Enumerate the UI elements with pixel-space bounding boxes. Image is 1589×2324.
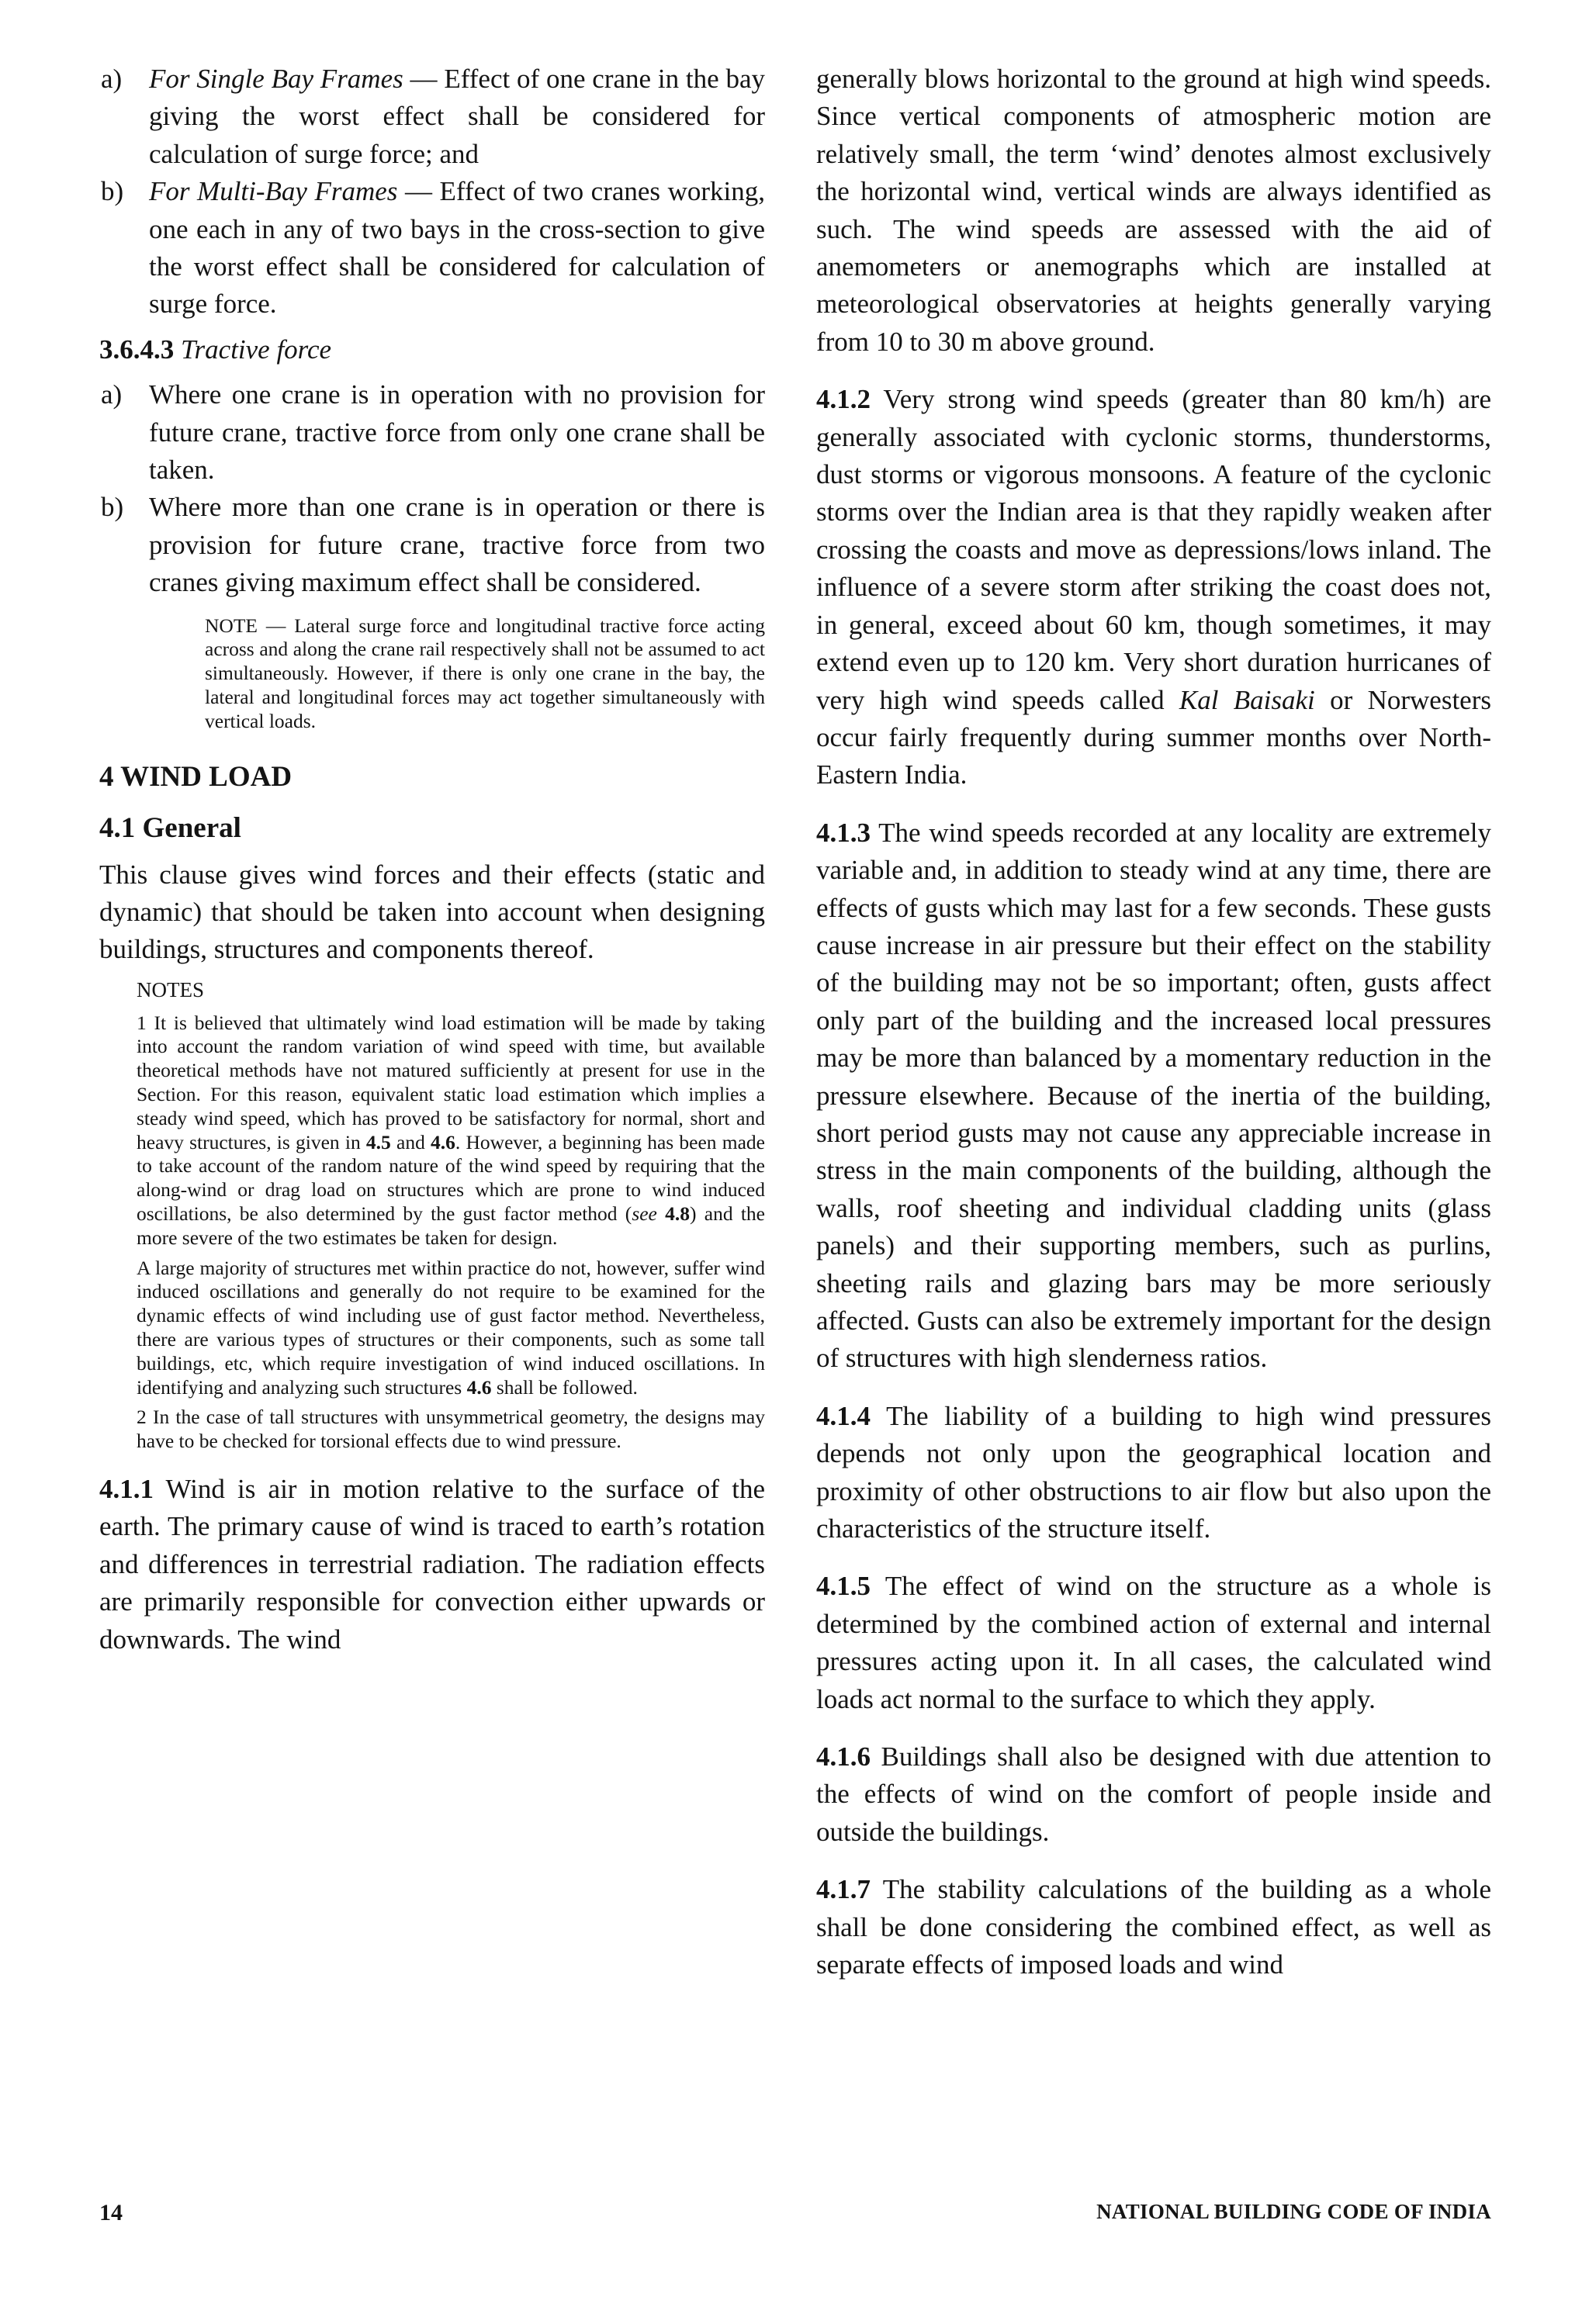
item-title: For Single Bay Frames xyxy=(149,64,403,94)
right-column xyxy=(816,61,1491,1984)
item-title: For Multi-Bay Frames xyxy=(149,176,398,207)
clause-4-1-1: 4.1.1 Wind is air in motion relative to the surface of the earth. The primary cause of wind is traced to earth’s rotation and differences in terrestrial radiation. The radiation effects are primarily responsible for convection either upwards or downwards. The wind xyxy=(99,1474,765,1655)
list-label: a) xyxy=(101,64,123,94)
clause-4-1-1-continued: generally blows horizontal to the ground at high wind speeds. Since vertical components of atmospheric motion are relatively small, the term ‘wind’ denotes almost exclusively the horizontal wind, vertical winds are always identified as such. The wind speeds are assessed with the aid of anemometers or anemographs which are installed at meteorological observatories at heights generally varying from 10 to 30 m above ground. xyxy=(816,64,1491,357)
section-heading-general: 4.1 General xyxy=(99,811,241,844)
list-item: b) For Multi-Bay Frames — Effect of two cranes working, one each in any of two bays in the cross-section to give the worst effect shall be considered for calculation of surge force. xyxy=(99,173,765,323)
notes-block xyxy=(137,978,765,1454)
list-item: a) For Single Bay Frames — Effect of one crane in the bay giving the worst effect shall be considered for calculation of surge force; and xyxy=(99,61,765,173)
clause-4-1-5: 4.1.5 The effect of wind on the structure as a whole is determined by the combined action of external and internal pressures acting upon it. In all cases, the calculated wind loads act normal to the surface to which they apply. xyxy=(816,1571,1491,1714)
note-1: 1 It is believed that ultimately wind load estimation will be made by taking into account the random variation of wind speed with time, but available theoretical methods have not matured sufficiently at present for use in the Section. For this reason, equivalent static load estimation which implies a steady wind speed, which has proved to be satisfactory for normal, short and heavy structures, is given in 4.5 and 4.6. However, a beginning has been made to take account of the random nature of the wind speed by requiring that the along-wind or drag load on structures which are prone to wind induced oscillations, be also determined by the gust factor method (see 4.8) and the more severe of the two estimates be taken for design. xyxy=(137,1011,765,1249)
clause-4-1-6: 4.1.6 Buildings shall also be designed with due attention to the effects of wind on the comfort of people inside and outside the buildings. xyxy=(816,1741,1491,1847)
left-column xyxy=(99,61,765,1658)
running-title: NATIONAL BUILDING CODE OF INDIA xyxy=(1096,2200,1491,2223)
page-number: 14 xyxy=(99,2200,123,2225)
clause-4-1-7: 4.1.7 The stability calculations of the building as a whole shall be done considering the combined effect, as well as separate effects of imposed loads and wind xyxy=(816,1874,1491,1980)
item-text: Effect of two cranes working, one each in any of two bays in the cross-section to give the worst effect shall be considered for calculation of surge force. xyxy=(149,176,765,320)
item-text: Effect of one crane in the bay giving the worst effect shall be considered for calculation of surge force; and xyxy=(149,64,766,169)
item-text: Where more than one crane is in operation or there is provision for future crane, tractive force from two cranes giving maximum effect shall be considered. xyxy=(149,492,765,598)
list-label: b) xyxy=(101,492,124,523)
item-text: Where one crane is in operation with no provision for future crane, tractive force from only one crane shall be taken. xyxy=(149,379,765,486)
notes-heading: NOTES xyxy=(137,977,204,1001)
intro-paragraph: This clause gives wind forces and their effects (static and dynamic) that should be taken into account when designing buildings, structures and components thereof. xyxy=(99,859,765,965)
clause-4-1-3: 4.1.3 The wind speeds recorded at any locality are extremely variable and, in addition to steady wind at any time, there are effects of gusts which may last for a few seconds. These gusts cause increase in air pressure but their effect on the stability of the building may not be so important; often, gusts affect only part of the building and the increased local pressures may be more than balanced by a momentary reduction in the pressure elsewhere. Because of the inertia of the building, short period gusts may not cause any appreciable increase in stress in the main components of the building, although the walls, roof sheeting and individual cladding units (glass panels) and their supporting members, such as purlins, sheeting rails and glazing bars may be more seriously affected. Gusts can also be extremely important for the design of structures with high slenderness ratios. xyxy=(816,817,1491,1374)
list-item xyxy=(99,489,765,601)
section-heading-wind-load: 4 WIND LOAD xyxy=(99,760,293,793)
clause-4-1-4: 4.1.4 The liability of a building to high wind pressures depends not only upon the geographical location and proximity of other obstructions to air flow but also upon the characteristics of the structure itself. xyxy=(816,1400,1491,1544)
list-label: b) xyxy=(101,176,124,207)
list-label: a) xyxy=(101,379,123,410)
list-item xyxy=(99,376,765,489)
clause-4-1-2: 4.1.2 Very strong wind speeds (greater than 80 km/h) are generally associated with cyclonic storms, thunderstorms, dust storms or vigorous monsoons. A feature of the cyclonic storms over the Indian area is that they rapidly weaken after crossing the coasts and move as depressions/lows inland. The influence of a severe storm after striking the coast does not, in general, exceed about 60 km, though sometimes, it may extend even up to 120 km. Very short duration hurricanes of very high wind speeds called Kal Baisaki or Norwesters occur fairly frequently during summer months over North-Eastern India. xyxy=(816,384,1491,790)
note-tractive: NOTE — Lateral surge force and longitudinal tractive force acting across and along the crane rail respectively shall not be assumed to act simultaneously. However, if there is only one crane in the bay, the lateral and longitudinal forces may act together simultaneously with vertical loads. xyxy=(205,614,765,732)
clause-heading: 3.6.4.3 Tractive force xyxy=(99,334,332,365)
note-1-paragraph-2: A large majority of structures met within practice do not, however, suffer wind induced oscillations and generally do not require to be examined for the dynamic effects of wind including use of gust factor method. Nevertheless, there are various types of structures or their components, such as some tall buildings, etc, which require investigation of wind induced oscillations. In identifying and analyzing such structures 4.6 shall be followed. xyxy=(137,1256,765,1399)
note-2: 2 In the case of tall structures with unsymmetrical geometry, the designs may have to be checked for torsional effects due to wind pressure. xyxy=(137,1406,765,1453)
